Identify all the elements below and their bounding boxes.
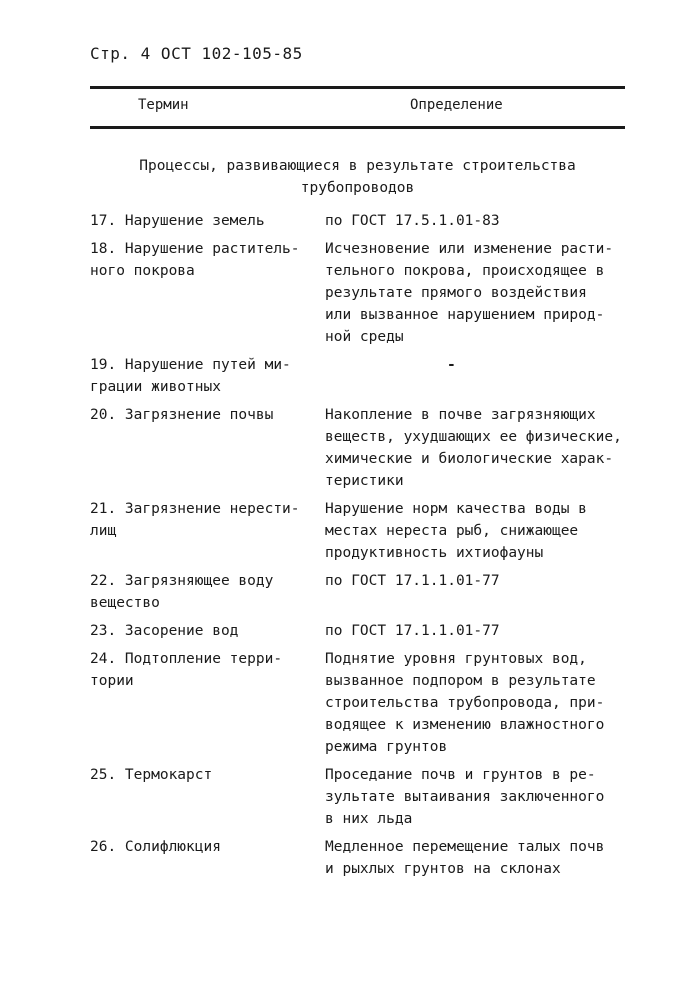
- definition-text: по ГОСТ 17.1.1.01-77: [325, 623, 500, 639]
- term-text: 21. Загрязнение нерести- лищ: [90, 501, 300, 539]
- column-header-definition: Определение: [410, 97, 503, 113]
- column-header-term: Термин: [138, 97, 189, 113]
- term-text: 19. Нарушение путей ми- грации животных: [90, 357, 291, 395]
- term-text: 24. Подтопление терри- тории: [90, 651, 283, 689]
- table-header-rule: [90, 126, 625, 129]
- table-top-rule: [90, 86, 625, 89]
- term-text: 22. Загрязняющее воду вещество: [90, 573, 274, 611]
- page-header: Стр. 4 ОСТ 102-105-85: [90, 44, 303, 63]
- term-entry-20: [90, 404, 625, 492]
- definition-text: Нарушение норм качества воды в местах нереста рыб, снижающее продуктивность ихтиофауны: [325, 501, 587, 561]
- term-text: 18. Нарушение раститель- ного покрова: [90, 241, 300, 279]
- term-text: 26. Солифлюкция: [90, 839, 221, 855]
- term-text: 17. Нарушение земель: [90, 213, 265, 229]
- definition-text: Поднятие уровня грунтовых вод, вызванное подпором в результате строительства трубопровода, при- водящее к изменению влажностного режима грунтов: [325, 651, 605, 755]
- section-title: Процессы, развивающиеся в результате строительства трубопроводов: [139, 158, 576, 196]
- definition-text: Проседание почв и грунтов в ре- зультате вытаивания заключенного в них льда: [325, 767, 605, 827]
- definition-text: Медленное перемещение талых почв и рыхлых грунтов на склонах: [325, 839, 605, 877]
- term-entry-24: [90, 648, 625, 758]
- term-entry-17: [90, 210, 625, 232]
- definition-text: по ГОСТ 17.1.1.01-77: [325, 573, 500, 589]
- term-entry-22: [90, 570, 625, 614]
- term-entry-19: [90, 354, 625, 398]
- term-entry-26: [90, 836, 625, 880]
- definition-text: Исчезновение или изменение расти- тельного покрова, происходящее в результате прямого воздействия или вызванное нарушением природ- ной среды: [325, 241, 614, 345]
- term-text: 23. Засорение вод: [90, 623, 239, 639]
- term-entry-23: [90, 620, 625, 642]
- definition-text: по ГОСТ 17.5.1.01-83: [325, 213, 500, 229]
- terms-list: [90, 210, 625, 886]
- definition-text: Накопление в почве загрязняющих веществ, ухудшающих ее физические, химические и биологические харак- теристики: [325, 407, 622, 489]
- term-entry-25: [90, 764, 625, 830]
- term-text: 25. Термокарст: [90, 767, 213, 783]
- definition-text: -: [447, 357, 456, 373]
- term-entry-21: [90, 498, 625, 564]
- term-text: 20. Загрязнение почвы: [90, 407, 274, 423]
- term-entry-18: [90, 238, 625, 348]
